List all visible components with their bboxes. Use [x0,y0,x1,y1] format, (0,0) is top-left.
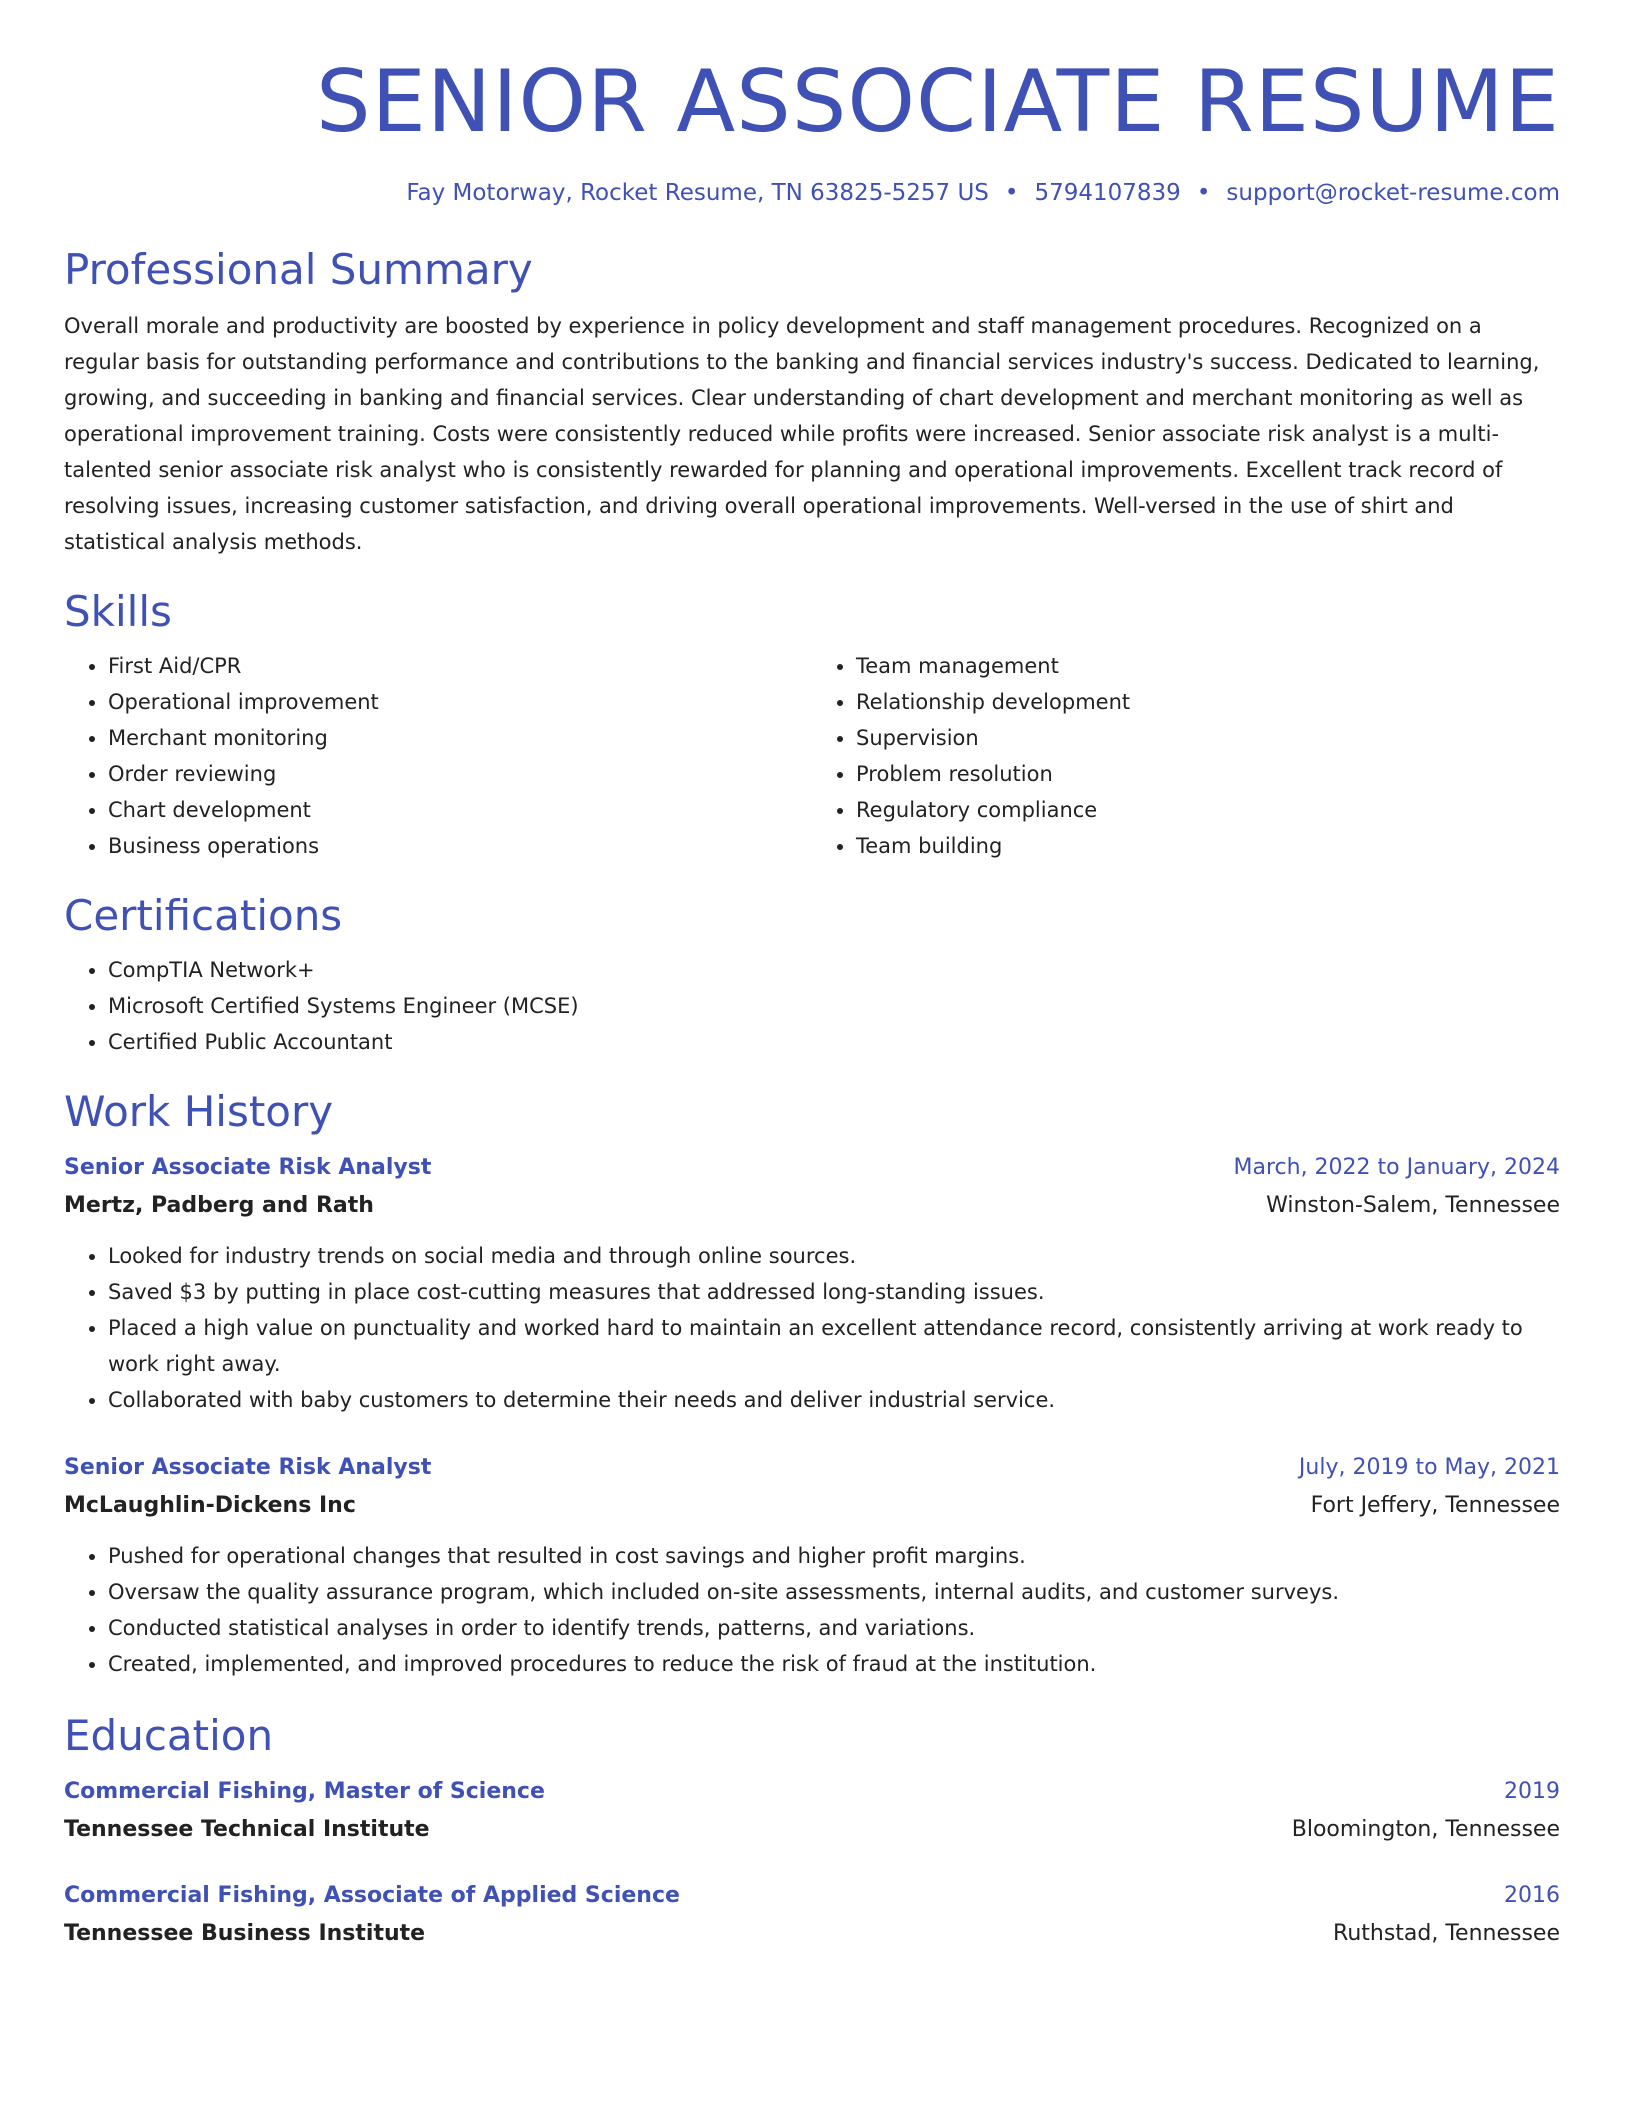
certification-item: • Microsoft Certified Systems Engineer (MCSE) [108,988,1560,1024]
job-header-row [64,1450,1560,1486]
education-school: Tennessee Technical Institute [64,1817,430,1842]
education-entry [64,1878,1560,1954]
job-role: Senior Associate Risk Analyst [64,1155,432,1180]
education-header-row [64,1878,1560,1914]
skill-item: • Operational improvement [108,684,812,720]
job-bullet: • Created, implemented, and improved procedures to reduce the risk of fraud at the institution. [108,1646,1560,1682]
skill-item: • Merchant monitoring [108,720,812,756]
job-company: McLaughlin-Dickens Inc [64,1493,356,1518]
certification-item: • CompTIA Network+ [108,952,1560,988]
skill-item: • Business operations [108,828,812,864]
job-bullet: • Oversaw the quality assurance program, which included on-site assessments, internal audits, and customer surveys. [108,1574,1560,1610]
job-bullet: • Conducted statistical analyses in order to identify trends, patterns, and variations. [108,1610,1560,1646]
skill-item: • Supervision [856,720,1560,756]
education-degree: Commercial Fishing, Master of Science [64,1779,545,1804]
education-header-row [64,1774,1560,1810]
job-bullet: • Placed a high value on punctuality and worked hard to maintain an excellent attendance record, consistently arriving at work ready to work right away. [108,1310,1560,1382]
skills-column-right [812,648,1560,864]
education-year: 2019 [1504,1779,1560,1804]
summary-heading: Professional Summary [64,245,533,294]
certifications-heading: Certifications [64,891,343,940]
education-year: 2016 [1504,1883,1560,1908]
education-degree: Commercial Fishing, Associate of Applied Science [64,1883,680,1908]
skills-column-left [64,648,812,864]
resume-header [64,0,1560,208]
skill-item: • Regulatory compliance [856,792,1560,828]
contact-phone: 5794107839 [1034,180,1181,206]
contact-line [64,178,1560,208]
skill-item: • Team building [856,828,1560,864]
job-dates: March, 2022 to January, 2024 [1233,1155,1560,1180]
certification-item: • Certified Public Accountant [108,1024,1560,1060]
certifications-list [64,952,1560,1060]
skill-item: • Problem resolution [856,756,1560,792]
education-entry [64,1774,1560,1850]
work-history-heading: Work History [64,1087,334,1136]
job-company: Mertz, Padberg and Rath [64,1193,374,1218]
skills-list [64,648,1560,864]
summary-text: Overall morale and productivity are boosted by experience in policy development and staff management procedures. Recognized on a regular basis for outstanding performance and contributions to the banking and financial services industry's success. Dedicated to learning, growing, and succeeding in banking and financial services. Clear understanding of chart development and merchant monitoring as well as operational improvement training. Costs were consistently reduced while profits were increased. Senior associate risk analyst is a multi-talented senior associate risk analyst who is consistently rewarded for planning and operational improvements. Excellent track record of resolving issues, increasing customer satisfaction, and driving overall operational improvements. Well-versed in the use of shirt and statistical analysis methods. [64,314,1540,554]
job-header-row [64,1150,1560,1186]
job-role: Senior Associate Risk Analyst [64,1455,432,1480]
job-bullet: • Collaborated with baby customers to determine their needs and deliver industrial service. [108,1382,1560,1418]
job-location: Fort Jeffery, Tennessee [1310,1493,1560,1518]
skills-heading: Skills [64,587,172,636]
job-company-row [64,1186,1560,1226]
skill-item: • Chart development [108,792,812,828]
education-location: Ruthstad, Tennessee [1333,1921,1560,1946]
job-dates: July, 2019 to May, 2021 [1298,1455,1560,1480]
job-bullet: • Looked for industry trends on social media and through online sources. [108,1238,1560,1274]
contact-address: Fay Motorway, Rocket Resume, TN 63825-5257 US [406,180,989,206]
job-location: Winston-Salem, Tennessee [1266,1193,1560,1218]
contact-separator: • [1004,180,1019,206]
job-entry [64,1150,1560,1418]
resume-title: SENIOR ASSOCIATE RESUME [315,52,1560,152]
job-company-row [64,1486,1560,1526]
education-school-row [64,1914,1560,1954]
skill-item: • Team management [856,648,1560,684]
education-school: Tennessee Business Institute [64,1921,426,1946]
education-location: Bloomington, Tennessee [1291,1817,1560,1842]
contact-separator: • [1196,180,1211,206]
job-entry [64,1450,1560,1682]
job-bullet: • Pushed for operational changes that resulted in cost savings and higher profit margins. [108,1538,1560,1574]
job-bullets [64,1238,1560,1418]
education-school-row [64,1810,1560,1850]
contact-email: support@rocket-resume.com [1226,180,1560,206]
skill-item: • First Aid/CPR [108,648,812,684]
job-bullet: • Saved $3 by putting in place cost-cutting measures that addressed long-standing issues. [108,1274,1560,1310]
skill-item: • Relationship development [856,684,1560,720]
education-heading: Education [64,1711,274,1760]
skill-item: • Order reviewing [108,756,812,792]
resume-page [64,0,1560,1954]
job-bullets [64,1538,1560,1682]
